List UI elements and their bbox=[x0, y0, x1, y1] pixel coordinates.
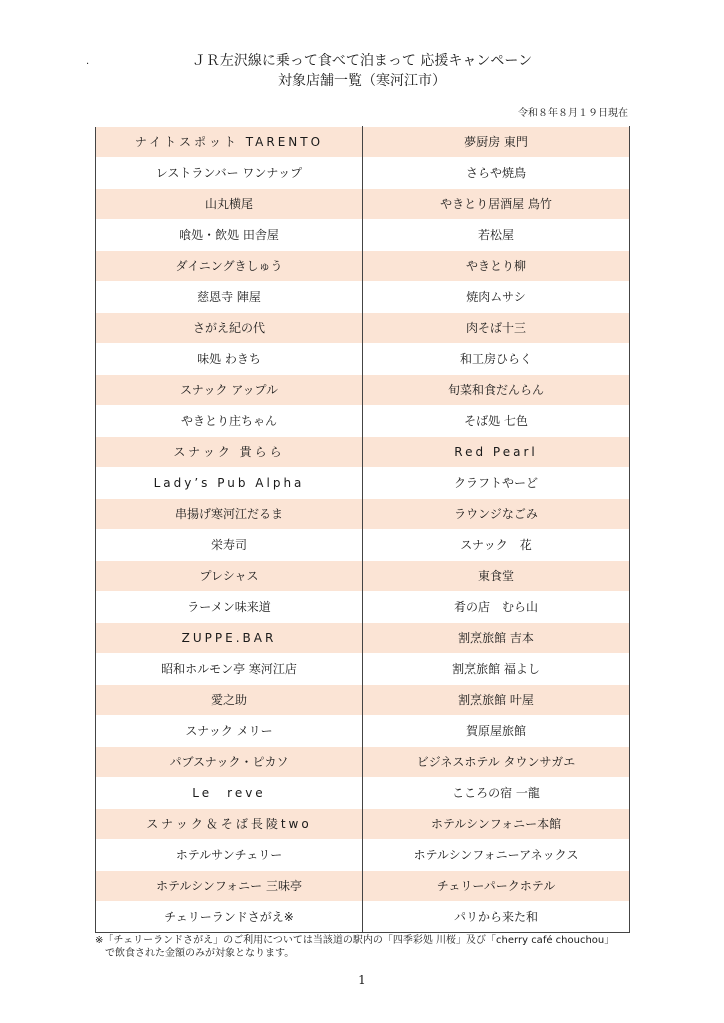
store-name-right: こころの宿 一龍 bbox=[363, 778, 630, 809]
store-name-left: プレシャス bbox=[96, 561, 363, 592]
table-row bbox=[96, 530, 630, 561]
store-name-right: 東食堂 bbox=[363, 561, 630, 592]
store-list-table bbox=[95, 126, 630, 933]
table-row bbox=[96, 344, 630, 375]
store-name-right: パリから来た和 bbox=[363, 902, 630, 933]
store-name-left: 味処 わきち bbox=[96, 344, 363, 375]
table-row bbox=[96, 127, 630, 158]
store-name-left: パブスナック・ピカソ bbox=[96, 747, 363, 778]
store-list-body bbox=[96, 127, 630, 933]
page-number: 1 bbox=[358, 973, 366, 987]
store-name-left: さがえ紀の代 bbox=[96, 313, 363, 344]
store-name-left: 昭和ホルモン亭 寒河江店 bbox=[96, 654, 363, 685]
store-name-left: 慈恩寺 陣屋 bbox=[96, 282, 363, 313]
table-row bbox=[96, 158, 630, 189]
store-name-right: スナック 花 bbox=[363, 530, 630, 561]
table-row bbox=[96, 437, 630, 468]
store-name-left: ZUPPE.BAR bbox=[96, 623, 363, 654]
table-row bbox=[96, 685, 630, 716]
store-name-left: チェリーランドさがえ※ bbox=[96, 902, 363, 933]
table-row bbox=[96, 313, 630, 344]
store-name-left: ナイトスポット TARENTO bbox=[96, 127, 363, 158]
footnote bbox=[95, 934, 614, 960]
store-name-right: やきとり柳 bbox=[363, 251, 630, 282]
store-name-left: やきとり庄ちゃん bbox=[96, 406, 363, 437]
store-name-right: ホテルシンフォニー本館 bbox=[363, 809, 630, 840]
footnote-line-2: で飲食された金額のみが対象となります。 bbox=[105, 948, 295, 959]
store-name-right: 賀原屋旅館 bbox=[363, 716, 630, 747]
store-name-left: Lady’s Pub Alpha bbox=[96, 468, 363, 499]
store-name-right: 若松屋 bbox=[363, 220, 630, 251]
store-name-right: そば処 七色 bbox=[363, 406, 630, 437]
table-row bbox=[96, 561, 630, 592]
store-name-right: 夢厨房 東門 bbox=[363, 127, 630, 158]
store-name-left: 串揚げ寒河江だるま bbox=[96, 499, 363, 530]
store-name-right: 焼肉ムサシ bbox=[363, 282, 630, 313]
table-row bbox=[96, 778, 630, 809]
table-row bbox=[96, 468, 630, 499]
store-name-left: 愛之助 bbox=[96, 685, 363, 716]
store-name-right: ラウンジなごみ bbox=[363, 499, 630, 530]
store-name-left: ホテルサンチェリー bbox=[96, 840, 363, 871]
store-name-left: Le reve bbox=[96, 778, 363, 809]
store-name-left: 栄寿司 bbox=[96, 530, 363, 561]
table-row bbox=[96, 902, 630, 933]
store-name-right: 肴の店 むら山 bbox=[363, 592, 630, 623]
page-title: ＪＲ左沢線に乗って食べて泊まって 応援キャンペーン bbox=[191, 53, 533, 69]
page-subtitle: 対象店舗一覧（寒河江市） bbox=[278, 73, 446, 89]
store-name-right: Red Pearl bbox=[363, 437, 630, 468]
store-name-left: 喰処・飲処 田舎屋 bbox=[96, 220, 363, 251]
footnote-line-1: ※「チェリーランドさがえ」のご利用については当該道の駅内の「四季彩処 川桜」及び「cherry café chouchou」 bbox=[95, 935, 615, 946]
store-name-right: ビジネスホテル タウンサガエ bbox=[363, 747, 630, 778]
store-name-left: スナック 貴らら bbox=[96, 437, 363, 468]
table-row bbox=[96, 282, 630, 313]
store-name-right: 肉そば十三 bbox=[363, 313, 630, 344]
store-name-left: スナック＆そば長陵two bbox=[96, 809, 363, 840]
table-row bbox=[96, 623, 630, 654]
store-name-right: やきとり居酒屋 鳥竹 bbox=[363, 189, 630, 220]
store-name-left: スナック メリー bbox=[96, 716, 363, 747]
page-dot: · bbox=[86, 59, 90, 70]
store-name-right: 割烹旅館 叶屋 bbox=[363, 685, 630, 716]
store-name-left: 山丸横尾 bbox=[96, 189, 363, 220]
store-name-right: チェリーパークホテル bbox=[363, 871, 630, 902]
table-row bbox=[96, 871, 630, 902]
table-row bbox=[96, 654, 630, 685]
store-name-right: 旬菜和食だんらん bbox=[363, 375, 630, 406]
table-row bbox=[96, 251, 630, 282]
store-name-left: スナック アップル bbox=[96, 375, 363, 406]
table-row bbox=[96, 220, 630, 251]
store-name-right: さらや焼鳥 bbox=[363, 158, 630, 189]
table-row bbox=[96, 375, 630, 406]
store-name-left: ラーメン味来道 bbox=[96, 592, 363, 623]
store-name-right: ホテルシンフォニーアネックス bbox=[363, 840, 630, 871]
table-row bbox=[96, 809, 630, 840]
table-row bbox=[96, 406, 630, 437]
store-name-left: ホテルシンフォニー 三味亭 bbox=[96, 871, 363, 902]
store-name-left: ダイニングきしゅう bbox=[96, 251, 363, 282]
store-name-right: クラフトやーど bbox=[363, 468, 630, 499]
store-name-right: 割烹旅館 福よし bbox=[363, 654, 630, 685]
store-name-right: 和工房ひらく bbox=[363, 344, 630, 375]
table-row bbox=[96, 189, 630, 220]
table-row bbox=[96, 840, 630, 871]
as-of-date: 令和８年８月１９日現在 bbox=[518, 108, 628, 119]
table-row bbox=[96, 592, 630, 623]
table-row bbox=[96, 716, 630, 747]
store-name-right: 割烹旅館 吉本 bbox=[363, 623, 630, 654]
table-row bbox=[96, 499, 630, 530]
table-row bbox=[96, 747, 630, 778]
store-name-left: レストランバー ワンナップ bbox=[96, 158, 363, 189]
